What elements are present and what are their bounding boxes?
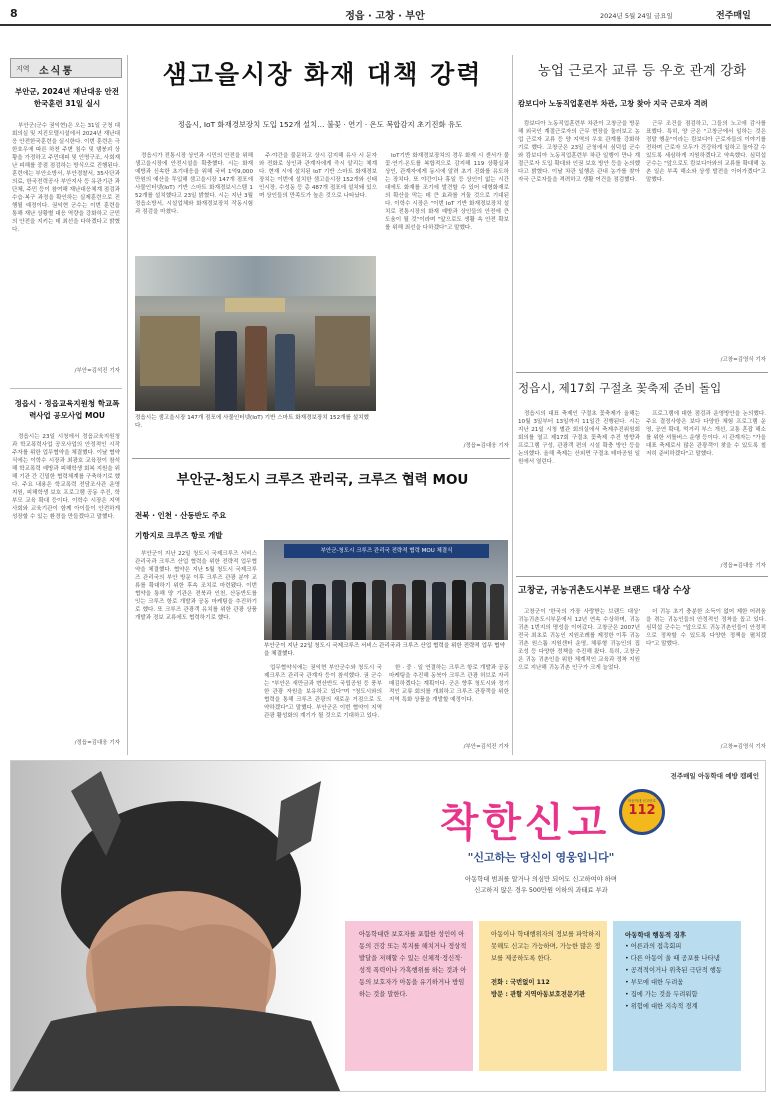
article2-subtitle: 캄보디아 노동직업훈련부 차관, 고창 찾아 지국 근로자 격려 — [518, 99, 708, 108]
article5-body-col1: 고창군이 '한국의 가장 사랑받는 브랜드 대상' 귀농귀촌도시부문에서 12년 연속 수상하며, 귀농귀촌 1번지의 명성을 이어갔다. 고창군은 2007년 전국 최초로 귀농인 지원조례를 제정한 이후 귀농귀촌 원스톱 지원센터 운영, 체류형 귀농인의 집 조성 등 다양한 정책을 추진해 왔다. 특히, 고창군은 귀농 귀촌인을 위한 체계적인 교육과 정착 지원으로 지난해 귀농귀촌 인구가 크게 늘었다. — [518, 609, 640, 671]
article2-body-col2: 근무 조건을 점검하고, 그들의 노고에 감사를 표했다. 특히, 양 군은 "고창군에서 일하는 것은 정말 행운"이라는 캄보디아 근로자들의 이야기를 전하며 근로자 모두가 건강하게 일하고 돌아갈 수 있도록 세심하게 지원하겠다고 약속했다. 심덕섭 군수는 "앞으로도 캄보디아와의 교류를 확대해 농촌 일손 부족 해소와 상생 발전을 이어가겠다"고 말했다. — [646, 121, 766, 183]
article4-body-col1: 부안군이 지난 22일 청도시 국제크루즈 서비스 관리국과 크루즈 산업 협력을 위한 전략적 업무협약을 체결했다. 협약은 지난 5월 청도시 국제크루즈 관리국의 부안 방문 이후 크루즈 관광 분야 교류를 확대하기 위한 후속 조치로 마련됐다. 이번 협약을 통해 양 기관은 전북과 인천, 산동반도를 잇는 크루즈 항로 개발과 공동 마케팅을 추진하기로 했다. 또 크루즈 관광객 유치를 위한 관광 상품 개발과 정보 교류에도 협력하기로 했다. — [135, 551, 257, 621]
article1-body-col1: 정읍시가 전통시장 상인과 시민의 안전을 위해 샘고을시장에 안전시설을 확충했다. 시는 화재 예방과 신속한 초기대응을 위해 국비 1억9,000만원의 예산을 투입해 샘고을시장 147개 점포에 사물인터넷(IoT) 기반 스마트 화재경보시스템 152개를 설치했다고 23일 밝혔다. 시는 지난 3월 정읍소방서, 시설업체와 화재경보장치 작동시험과 점검을 마쳤다. — [135, 153, 253, 215]
sidebar-divider — [10, 388, 122, 389]
sidebar-item1-headline: 부안군, 2024년 재난대응 안전한국훈련 31일 실시 — [14, 87, 119, 108]
market-shelf — [140, 316, 200, 386]
person-figure — [372, 580, 386, 640]
person-figure — [472, 582, 486, 640]
article1-body-col3: IoT기반 화재경보장치의 경우 화재 시 센서가 불꽃·연기·온도를 복합적으로 감지해 119 상황실과 상인, 관계자에게 동시에 알려 초기 진화를 유도하는 장치다. 또 야간이나 휴일 등 상인이 없는 시간대에도 화재를 조기에 발견할 수 있어 대형화재로의 확산을 막는 데 큰 효과를 거둘 것으로 기대된다. 이학수 시장은 "이번 IoT 기반 화재경보장치 설치로 전통시장의 화재 예방과 상인들의 안전에 큰 도움이 될 것"이라며 "앞으로도 생활 속 안전 확보를 위해 최선을 다하겠다"고 말했다. — [385, 153, 509, 231]
newspaper-brand: 전주매일 — [716, 11, 751, 21]
person-figure — [432, 582, 446, 640]
ad-badge-top: 아동학대 신고번호 — [627, 799, 657, 803]
ad-box2-visit: 방문 : 관할 지역아동보호전문기관 — [491, 991, 586, 998]
person-figure — [275, 334, 295, 411]
article4-body-col2: 업무협약식에는 권익현 부안군수와 청도시 국제크루즈 관리국 관계자 등이 참석했다. 권 군수는 "부안은 새만금과 변산반도 국립공원 등 풍부한 관광 자원을 보유하고 있다"며 "청도시와의 협력을 통해 크루즈 관광의 새로운 거점으로 도약하겠다"고 말했다. 부안군은 이번 협약이 지역 관광 활성화의 계기가 될 것으로 기대하고 있다. — [264, 665, 382, 719]
person-figure — [312, 584, 326, 640]
ad-campaign — [10, 760, 766, 1092]
mou-photo — [264, 540, 508, 640]
child-silhouette — [11, 761, 341, 1092]
ad-sign-item: • 공격적이거나 위축된 극단적 행동 — [625, 967, 722, 974]
article2-body-col1: 캄보디아 노동직업훈련부 차관이 고창군을 방문해 외국인 계절근로자의 근무 현장을 둘러보고 농업 근로자 교류 등 양 지역의 우호 관계를 강화하기로 했다. 고창군은 23일 군청에서 심덕섭 군수와 캄보디아 노동직업훈련부 차관 일행이 만나 계절근로자 도입 확대와 인권 보호 방안 등을 논의했다고 밝혔다. 이날 차관 일행은 관내 농가를 찾아 자국 근로자들을 격려하고 생활 여건을 점검했다. — [518, 121, 640, 183]
article3-body-col1: 정읍시의 대표 축제인 구절초 꽃축제가 올해는 10월 3일부터 13일까지 11일간 진행된다. 시는 지난 21일 시청 별관 회의실에서 축제추진위원회 회의를 열고 제17회 구절초 꽃축제 추진 방향과 프로그램 구성, 관광객 편의 시설 확충 방안 등을 논의했다. 올해 축제는 산외면 구절초 테마공원 일원에서 열린다. — [518, 411, 640, 465]
page-number: 8 — [10, 7, 18, 20]
person-figure — [490, 584, 504, 640]
ad-slogan: "신고하는 당신이 영웅입니다" — [467, 851, 615, 864]
market-sign — [225, 298, 285, 312]
article3-byline: /정읍=김대웅 기자 — [720, 563, 766, 569]
ad-sign-item: • 위험에 대한 지속적 경계 — [625, 1003, 698, 1010]
ad-box2-text: 아동이나 학대행위자의 정보를 파악하지 못해도 신고는 가능하며, 가능한 많은 정보를 제공하도록 한다. — [491, 931, 601, 962]
market-ceiling — [135, 256, 376, 296]
ad-112-badge — [619, 789, 665, 835]
ad-box-definition — [345, 921, 473, 1071]
person-figure — [452, 580, 466, 640]
sidebar-item2-headline: 정읍시 · 정읍교육지원청 학교폭력사업 공모사업 MOU — [14, 399, 120, 420]
sidebar-item2-body: 정읍시는 23일 시청에서 정읍교육지원청과 학교폭력사업 공모사업의 안정적인 시작주자를 위한 업무협약을 체결했다. 이날 협약식에는 이학수 시장과 최광호 교육장이 참석해 학교폭력 예방과 피해학생 회복 지원을 위해 기관 간 긴밀한 협력체계를 구축하기로 했다. 주요 내용은 학교폭력 전담조사관 운영 지원, 피해학생 보호 프로그램 공동 추진, 학부모 교육 확대 등이다. 이학수 시장은 지역사회와 교육기관이 함께 아이들이 안전하게 성장할 수 있는 환경을 만들겠다고 말했다. — [12, 434, 120, 520]
ad-box-reporting — [479, 921, 607, 1071]
sidebar-title: 소식통 — [39, 66, 74, 77]
ad-line1: 아동학대 범죄를 알거나 의심만 되어도 신고하여야 하며 — [465, 876, 617, 883]
ad-badge-number: 112 — [628, 803, 656, 818]
ad-campaign-label: 전주매일 아동학대 예방 캠페인 — [670, 772, 759, 780]
ad-sign-item: • 어른과의 접촉회피 — [625, 943, 682, 950]
ad-line2: 신고하지 않은 경우 500만원 이하의 과태료 부과 — [474, 887, 608, 894]
ad-box3-list — [625, 941, 735, 1013]
article5-title: 고창군, 귀농귀촌도시부문 브랜드 대상 수상 — [518, 586, 691, 596]
article1-divider — [132, 458, 510, 459]
market-shelf — [315, 316, 370, 386]
page-header — [0, 0, 771, 26]
article1-body-col2: 주·야간을 불문하고 상시 감지해 유사 시 문자와 전화로 상인과 관계자에게 즉시 알리는 체계다. 현재 시에 설치된 IoT 기반 스마트 화재경보장치는 이번에 설치한 샘고을시장 152개와 신태인시장, 수성동 등 총 487개 점포에 설치돼 있으며 상인들의 만족도가 높은 것으로 나타났다. — [259, 153, 377, 199]
ad-sign-item: • 다른 아동이 울 때 공포를 나타냄 — [625, 955, 720, 962]
section-title: 정읍 · 고창 · 부안 — [345, 11, 425, 22]
person-figure — [332, 580, 346, 640]
ad-box-signs — [613, 921, 741, 1071]
article3-title: 정읍시, 제17회 구절초 꽃축제 준비 돌입 — [518, 381, 722, 395]
person-figure — [392, 584, 406, 640]
ad-box3-title: 아동학대 행동적 징후 — [625, 931, 687, 939]
ad-box1-text: 아동학대란 보호자를 포함한 성인이 아동의 건강 또는 복지를 해치거나 정상적 발달을 저해할 수 있는 신체적·정신적·성적 폭력이나 가혹행위를 하는 것과 아동의 보호자가 아동을 유기하거나 방임하는 것을 말한다. — [359, 931, 467, 998]
ad-title: 착한신고 — [439, 800, 611, 846]
article4-body-col3: 한 · 중 · 일 연결하는 크루즈 항로 개발과 공동 마케팅을 추진해 동북아 크루즈 관광 허브로 자리매김하겠다는 계획이다. 군은 향후 청도시와 정기적인 교류 회의를 개최하고 크루즈 관광객을 위한 지역 특화 상품을 개발할 예정이다. — [389, 665, 509, 703]
person-figure — [352, 582, 366, 640]
sidebar-item2-byline: /정읍=김대웅 기자 — [74, 740, 120, 746]
person-figure — [292, 580, 306, 640]
sidebar-item1-byline: /부안=김석진 기자 — [74, 368, 120, 374]
issue-date: 2024년 5월 24일 금요일 — [600, 12, 673, 20]
article4-title: 부안군-청도시 크루즈 관리국, 크루즈 협력 MOU — [176, 472, 469, 488]
child-photo — [11, 761, 341, 1092]
person-figure — [412, 580, 426, 640]
article1-title: 샘고을시장 화재 대책 강력 — [162, 60, 483, 89]
person-figure — [215, 331, 237, 411]
ad-sign-item: • 부모에 대한 두려움 — [625, 979, 684, 986]
market-photo — [135, 256, 376, 411]
sidebar-label-box — [10, 58, 122, 78]
mou-banner: 부안군-청도시 크루즈 관리국 전략적 협력 MOU 체결식 — [284, 544, 489, 558]
article4-byline: /부안=김석진 기자 — [463, 744, 509, 750]
article4-photo-caption: 부안군이 지난 22일 청도시 국제크루즈 서비스 관리국과 크루즈 산업 협력을 위한 전략적 업무 협약을 체결했다. — [264, 643, 505, 657]
person-figure — [272, 582, 286, 640]
article2-byline: /고창=김영식 기자 — [720, 357, 766, 363]
sidebar-separator — [127, 55, 128, 755]
sidebar-tag: 지역 — [16, 65, 30, 73]
article2-title: 농업 근로자 교류 등 우호 관계 강화 — [537, 63, 747, 79]
person-figure — [245, 326, 267, 411]
article1-subtitle: 정읍시, IoT 화재경보장치 도입 152개 설치… 불꽃 · 연기 · 온도 복합감지 초기진화 유도 — [177, 120, 463, 129]
article1-byline: /정읍=김대웅 기자 — [463, 443, 509, 449]
article1-photo-caption: 정읍시는 샘고을시장 147개 점포에 사물인터넷(IoT) 기반 스마트 화재경보장치 152개를 설치했다. — [135, 415, 369, 429]
column-separator — [512, 55, 513, 755]
article2-divider — [516, 372, 768, 373]
article4-subtitle2: 기항지로 크루즈 항로 개발 — [135, 531, 223, 540]
article3-divider — [516, 576, 768, 577]
article4-subtitle1: 전북 · 인천 · 산동반도 주요 — [135, 511, 227, 520]
sidebar — [10, 58, 122, 750]
article5-byline: /고창=김영식 기자 — [720, 744, 766, 750]
article3-body-col2: 프로그램에 대한 점검과 운영방안을 논의했다. 주요 결정사항은 보다 다양한 체험 프로그램 운영, 공연 확대, 먹거리 부스 개선, 교통 혼잡 해소를 위한 셔틀버스 운행 등이다. 시 관계자는 "가을 대표 축제로서 많은 관광객이 찾을 수 있도록 철저히 준비하겠다"고 말했다. — [646, 411, 766, 457]
ad-box2-phone: 전화 : 국번없이 112 — [491, 979, 550, 986]
article5-body-col2: 더 귀농 초기 충분한 소득이 없어 제한 어려움을 겪는 귀농인들의 안정적인 정착을 돕고 있다. 심덕섭 군수는 "앞으로도 귀농귀촌인들이 안정적으로 정착할 수 있도록 다양한 정책을 펼치겠다"고 말했다. — [646, 609, 766, 647]
sidebar-item1-body: 부안군(군수 권익현)은 오는 31일 군청 대회의실 및 지진모델시설에서 2024년 재난대응 안전한국훈련을 실시한다. 이번 훈련은 극한호우에 따른 하천 주변 침수 및 댐붕괴 상황을 가정하고 주민대피 및 인명구조, 사회재난 피해를 중점 점검하는 방식으로 진행된다. 훈련에는 부안소방서, 부안경찰서, 35사단과 의료, 한국전력공사 부안지사 등 유관기관 과 단체, 주민 등이 참여해 재난대응체계 점검과 수습·복구 과정을 확인하는 실제훈련으로 진행될 예정이다. 권익현 군수는 이번 훈련을 통해 재난 상황별 대응 역량을 강화하고 군민의 안전을 지키는 데 최선을 다하겠다고 밝혔다. — [12, 123, 120, 233]
ad-sign-item: • 집에 가는 것을 두려워함 — [625, 991, 698, 998]
